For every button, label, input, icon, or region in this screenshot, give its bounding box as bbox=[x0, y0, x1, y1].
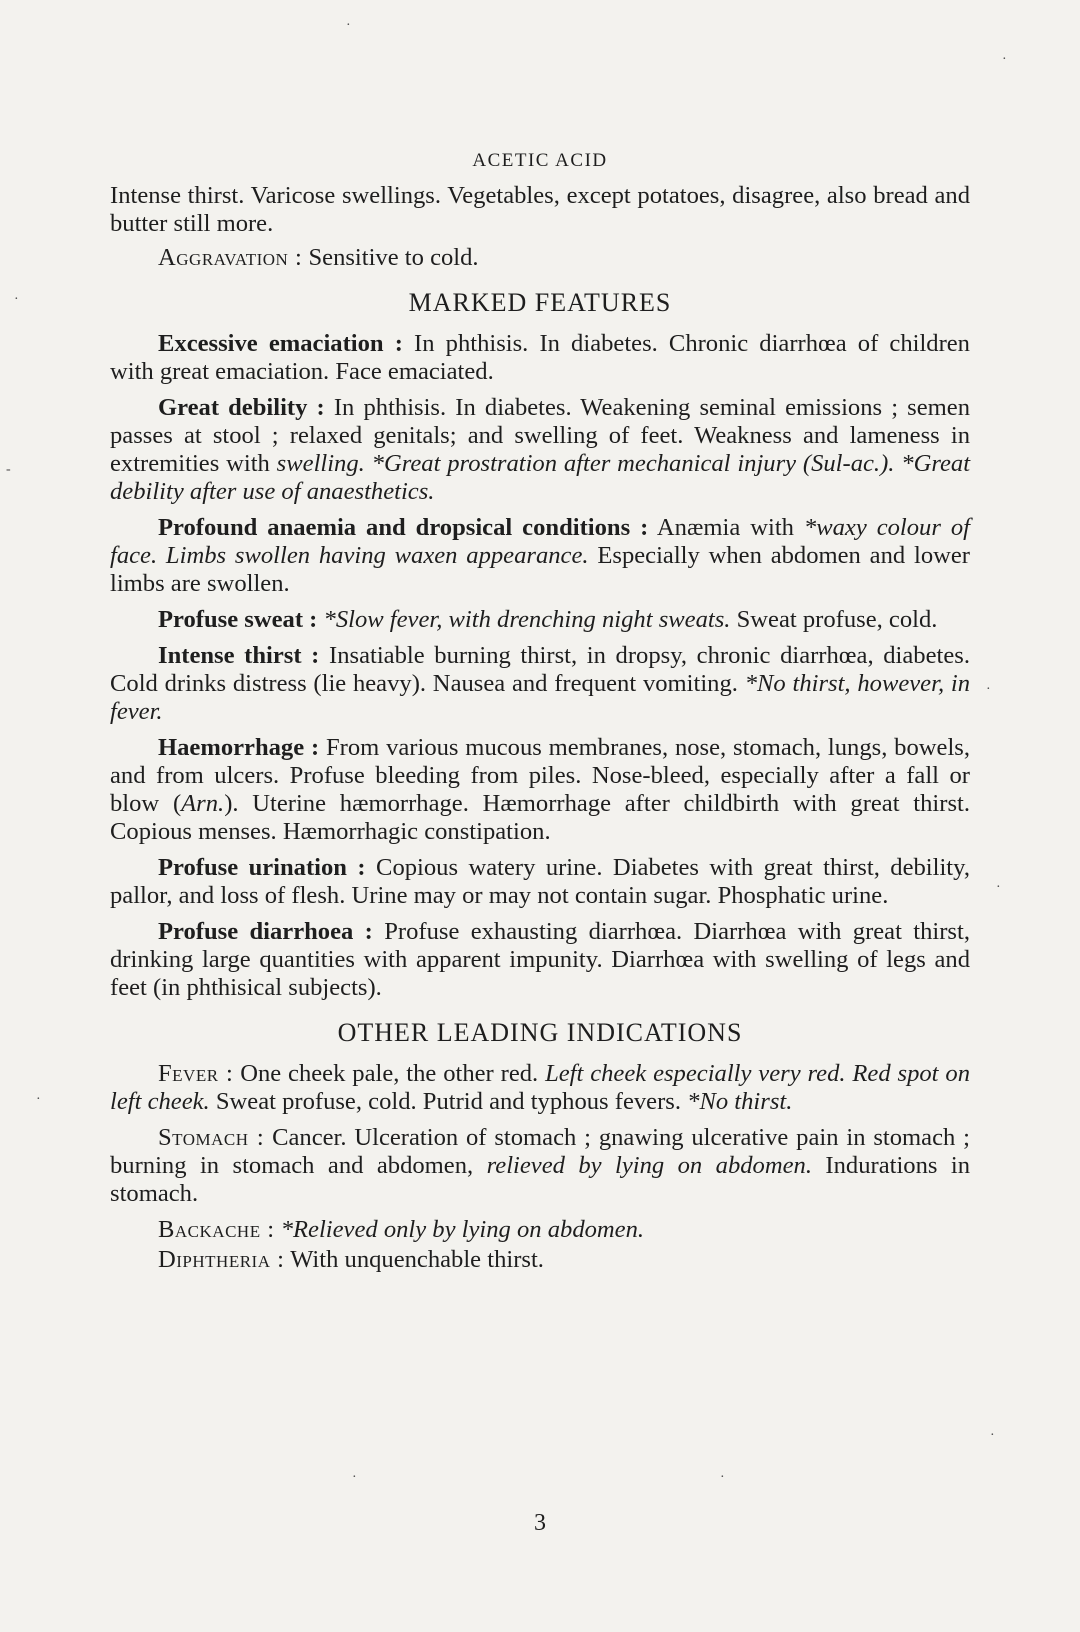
haemorrhage-text-2: ). Uterine hæmorrhage. Hæmorrhage after childbirth with great thirst. Copious menses. Hæmorrhagic constipation. bbox=[110, 790, 971, 845]
sweat-text: Sweat profuse, cold. bbox=[736, 606, 938, 633]
stomach-entry bbox=[110, 1124, 970, 1208]
stomach-italic: relieved by lying on abdomen. bbox=[486, 1152, 812, 1179]
fever-text-2: Sweat profuse, cold. Putrid and typhous fevers. bbox=[215, 1088, 681, 1115]
other-indications-heading: OTHER LEADING INDICATIONS bbox=[337, 1018, 743, 1047]
fever-entry bbox=[110, 1060, 970, 1116]
diphtheria-text: With unquenchable thirst. bbox=[290, 1246, 544, 1273]
stomach-label: Stomach : bbox=[158, 1124, 265, 1151]
page-number: 3 bbox=[534, 1510, 546, 1536]
emaciation-text: In phthisis. In diabetes. Chronic diarrhœa of children with great emaciation. Face emaciated. bbox=[110, 330, 970, 385]
sweat-entry bbox=[110, 606, 970, 634]
anaemia-text-1: Anæmia with bbox=[656, 514, 794, 541]
diphtheria-label: Diphtheria : bbox=[158, 1246, 285, 1273]
running-head: ACETIC ACID bbox=[472, 150, 608, 171]
stomach-text-2: Indurations in stomach. bbox=[110, 1152, 971, 1207]
document-page bbox=[110, 150, 970, 1282]
diarrhoea-text: Profuse exhausting diarrhœa. Diarrhœa with great thirst, drinking large quantities with apparent impunity. Diarrhœa with swelling of legs and feet (in phthisical subjects). bbox=[110, 918, 970, 1001]
stomach-text-1: Cancer. Ulceration of stomach ; gnawing ulcerative pain in stomach ; burning in stomach and abdomen, bbox=[110, 1124, 970, 1179]
haemorrhage-italic: Arn. bbox=[181, 790, 225, 817]
thirst-term: Intense thirst : bbox=[158, 642, 320, 669]
haemorrhage-entry bbox=[110, 734, 970, 846]
urination-term: Profuse urination : bbox=[158, 854, 366, 881]
marked-features-heading: MARKED FEATURES bbox=[408, 288, 672, 317]
fever-italic-2: *No thirst. bbox=[687, 1088, 793, 1115]
diphtheria-entry bbox=[110, 1246, 970, 1274]
thirst-text: Insatiable burning thirst, in dropsy, chronic diarrhœa, diabetes. Cold drinks distress (lie heavy). Nausea and frequent vomiting. bbox=[110, 642, 970, 697]
anaemia-entry bbox=[110, 514, 970, 598]
backache-entry bbox=[110, 1216, 970, 1244]
anaemia-italic: *waxy colour of face. Limbs swollen having waxen appearance. bbox=[110, 514, 971, 569]
emaciation-entry bbox=[110, 330, 970, 386]
urination-entry bbox=[110, 854, 970, 910]
anaemia-term: Profound anaemia and dropsical conditions : bbox=[158, 514, 649, 541]
aggravation-label: Aggravation : bbox=[158, 244, 303, 271]
sweat-italic: *Slow fever, with drenching night sweats. bbox=[323, 606, 731, 633]
thirst-entry bbox=[110, 642, 970, 726]
emaciation-term: Excessive emaciation : bbox=[158, 330, 403, 357]
fever-text-1: One cheek pale, the other red. bbox=[240, 1060, 539, 1087]
debility-italic-2: *Great prostration after mechanical injury (Sul-ac.). bbox=[371, 450, 895, 477]
intro-line: Intense thirst. Varicose swellings. Vegetables, except potatoes, disagree, also bread and butter still more. bbox=[110, 182, 970, 237]
diarrhoea-term: Profuse diarrhoea : bbox=[158, 918, 373, 945]
debility-italic-1: swelling. bbox=[276, 450, 365, 477]
anaemia-text-2: Especially when abdomen and lower limbs are swollen. bbox=[110, 542, 970, 597]
debility-italic-3: *Great debility after use of anaesthetics. bbox=[110, 450, 971, 505]
debility-term: Great debility : bbox=[158, 394, 325, 421]
backache-italic: *Relieved only by lying on abdomen. bbox=[280, 1216, 645, 1243]
sweat-term: Profuse sweat : bbox=[158, 606, 318, 633]
aggravation-text: Sensitive to cold. bbox=[308, 244, 479, 271]
fever-italic-1: Left cheek especially very red. Red spot on left cheek. bbox=[110, 1060, 970, 1115]
debility-entry bbox=[110, 394, 970, 506]
aggravation-entry bbox=[110, 244, 970, 272]
haemorrhage-text-1: From various mucous membranes, nose, stomach, lungs, bowels, and from ulcers. Profuse bleeding from piles. Nose-bleed, especially after a fall or blow ( bbox=[110, 734, 971, 817]
fever-label: Fever : bbox=[158, 1060, 234, 1087]
urination-text: Copious watery urine. Diabetes with great thirst, debility, pallor, and loss of flesh. Urine may or may not contain sugar. Phosphatic urine. bbox=[110, 854, 970, 909]
debility-text: In phthisis. In diabetes. Weakening seminal emissions ; semen passes at stool ; relaxed genitals; and swelling of feet. Weakness and lameness in extremities with bbox=[110, 394, 971, 477]
diarrhoea-entry bbox=[110, 918, 970, 1002]
thirst-italic: *No thirst, however, in fever. bbox=[110, 670, 970, 725]
haemorrhage-term: Haemorrhage : bbox=[158, 734, 320, 761]
backache-label: Backache : bbox=[158, 1216, 275, 1243]
